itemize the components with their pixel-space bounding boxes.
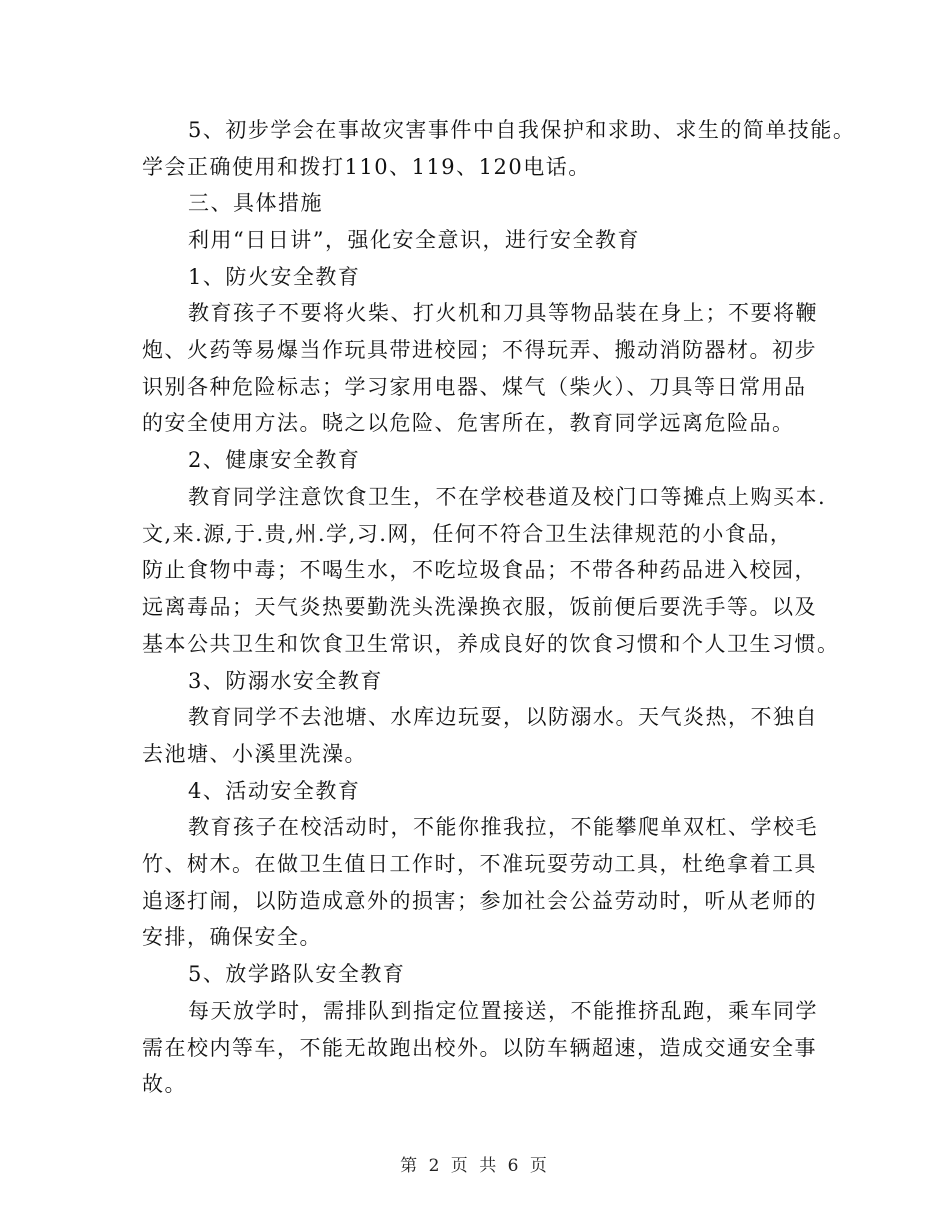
paragraph-line: 利用“日日讲”，强化安全意识，进行安全教育 <box>188 228 640 252</box>
paragraph-line: 每天放学时，需排队到指定位置接送，不能推挤乱跑，乘车同学 <box>188 999 818 1023</box>
paragraph-line: 去池塘、小溪里洗澡。 <box>142 742 367 766</box>
subsection-heading: 5、放学路队安全教育 <box>188 962 406 986</box>
paragraph-line: 故。 <box>142 1072 187 1096</box>
subsection-heading: 4、活动安全教育 <box>188 779 361 803</box>
subsection-heading: 2、健康安全教育 <box>188 448 361 472</box>
paragraph-line: 追逐打闹，以防造成意外的损害；参加社会公益劳动时，听从老师的 <box>142 889 817 913</box>
paragraph-line: 基本公共卫生和饮食卫生常识，养成良好的饮食习惯和个人卫生习惯。 <box>142 632 840 656</box>
paragraph-line: 学会正确使用和拨打110、119、120电话。 <box>142 155 591 179</box>
paragraph-line: 竹、树木。在做卫生值日工作时，不准玩耍劳动工具，杜绝拿着工具 <box>142 852 817 876</box>
paragraph-line: 教育孩子不要将火柴、打火机和刀具等物品装在身上；不要将鞭 <box>188 301 818 325</box>
subsection-heading: 3、防溺水安全教育 <box>188 669 383 693</box>
paragraph-line: 教育同学注意饮食卫生，不在学校巷道及校门口等摊点上购买本. <box>188 485 827 509</box>
subsection-heading: 1、防火安全教育 <box>188 265 361 289</box>
page-number-footer: 第 2 页 共 6 页 <box>400 1156 550 1176</box>
paragraph-line: 的安全使用方法。晓之以危险、危害所在，教育同学远离危险品。 <box>142 411 795 435</box>
paragraph-line: 远离毒品；天气炎热要勤洗头洗澡换衣服，饭前便后要洗手等。以及 <box>142 595 817 619</box>
paragraph-line: 教育同学不去池塘、水库边玩耍，以防溺水。天气炎热，不独自 <box>188 705 818 729</box>
paragraph-line: 炮、火药等易爆当作玩具带进校园；不得玩弄、搬动消防器材。初步 <box>142 338 817 362</box>
paragraph-line: 5、初步学会在事故灾害事件中自我保护和求助、求生的简单技能。 <box>188 118 856 142</box>
paragraph-line: 教育孩子在校活动时，不能你推我拉，不能攀爬单双杠、学校毛 <box>188 815 818 839</box>
section-heading: 三、具体措施 <box>188 191 323 215</box>
paragraph-line: 需在校内等车，不能无故跑出校外。以防车辆超速，造成交通安全事 <box>142 1036 817 1060</box>
paragraph-line: 文,来.源,于.贵,州.学,习.网，任何不符合卫生法律规范的小食品， <box>142 522 793 546</box>
paragraph-line: 识别各种危险标志；学习家用电器、煤气（柴火）、刀具等日常用品 <box>142 375 807 399</box>
paragraph-line: 安排，确保安全。 <box>142 925 322 949</box>
paragraph-line: 防止食物中毒；不喝生水，不吃垃圾食品；不带各种药品进入校园， <box>142 558 817 582</box>
